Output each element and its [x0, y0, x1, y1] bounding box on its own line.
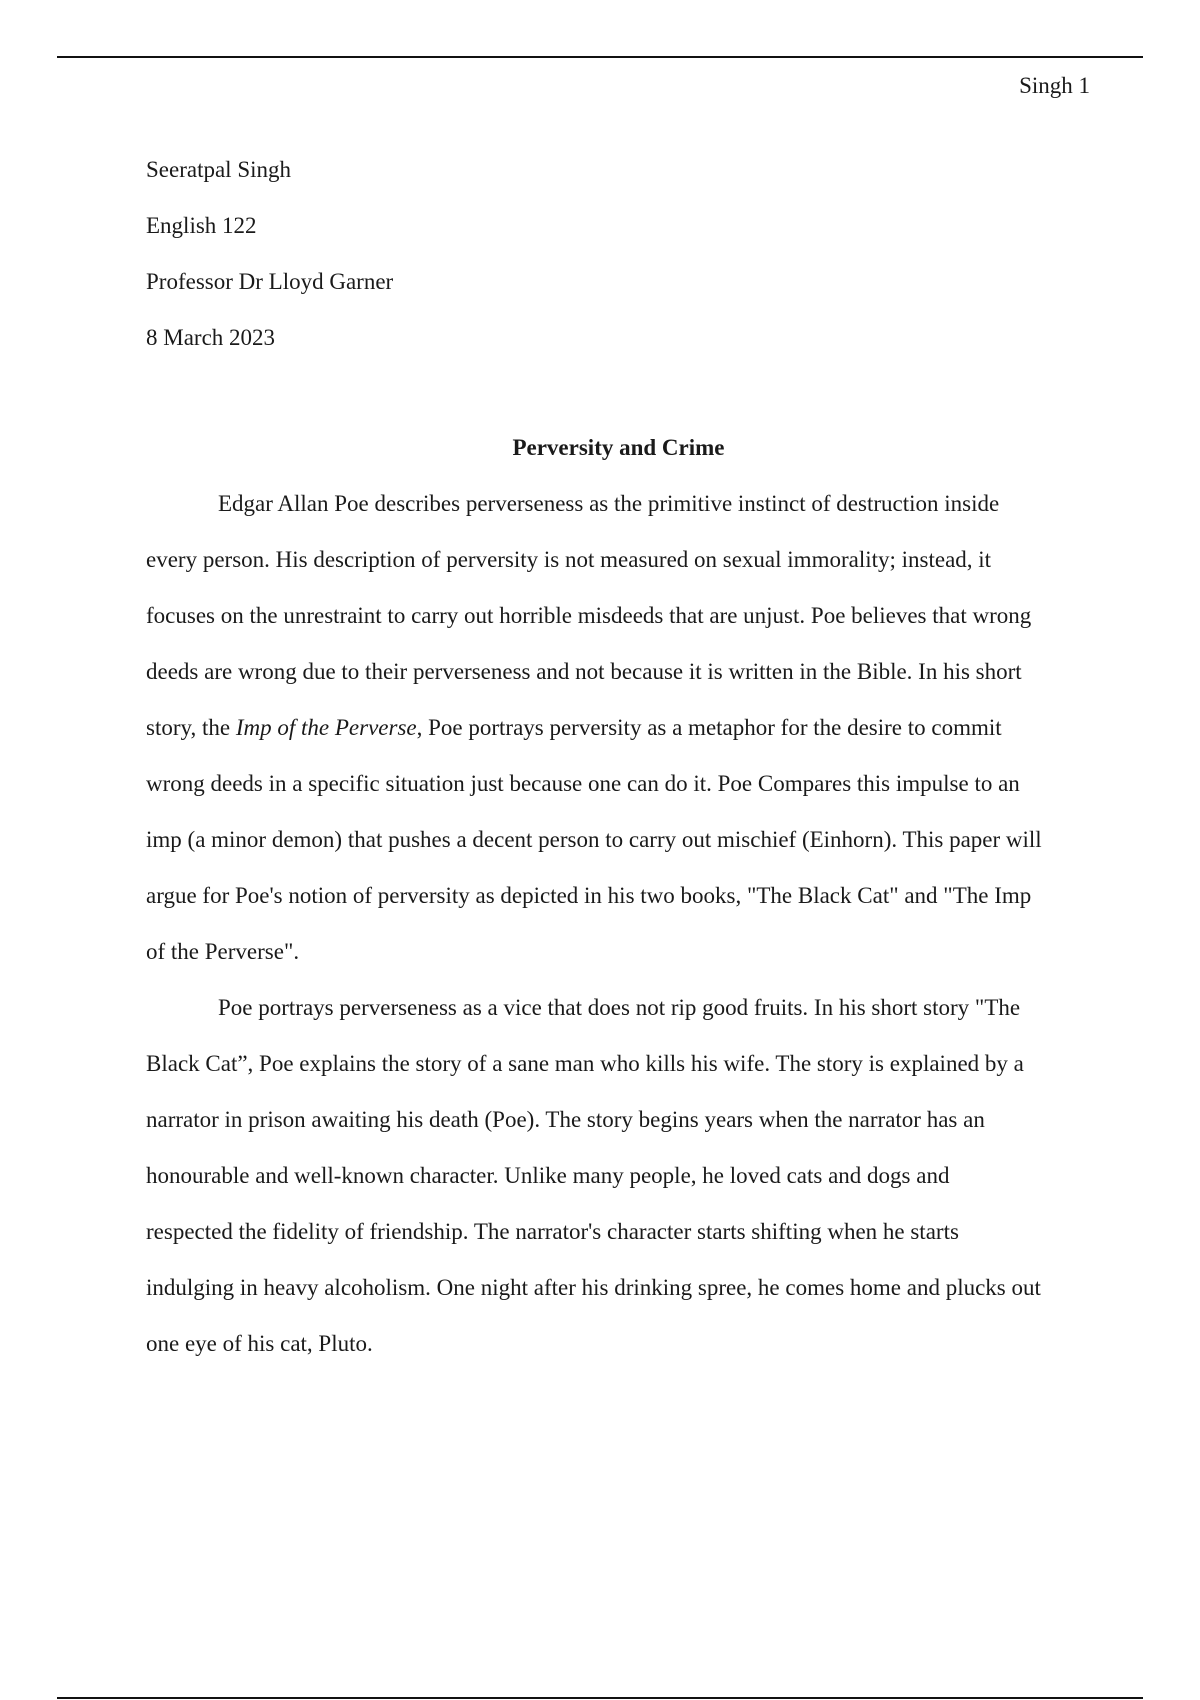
paragraph-1-line: focuses on the unrestraint to carry out horrible misdeeds that are unjust. Poe believes that wrong [146, 603, 1032, 628]
document-date: 8 March 2023 [146, 325, 276, 350]
paragraph-1-line: Edgar Allan Poe describes perverseness as the primitive instinct of destruction inside [218, 491, 1000, 516]
top-rule [57, 56, 1143, 58]
paragraph-1-line: every person. His description of perversity is not measured on sexual immorality; instead, it [146, 547, 992, 572]
paragraph-2-line: respected the fidelity of friendship. The narrator's character starts shifting when he starts [146, 1219, 959, 1244]
paragraph-1-line: deeds are wrong due to their perverseness and not because it is written in the Bible. In his short [146, 659, 1022, 684]
paragraph-2-line: Black Cat”, Poe explains the story of a sane man who kills his wife. The story is explained by a [146, 1051, 1024, 1076]
bottom-rule [57, 1697, 1143, 1699]
paragraph-2-line: honourable and well-known character. Unlike many people, he loved cats and dogs and [146, 1163, 950, 1188]
paragraph-1 [146, 476, 1091, 980]
italic-title: Imp of the Perverse [235, 715, 417, 740]
course-name: English 122 [146, 213, 257, 238]
instructor-name: Professor Dr Lloyd Garner [146, 269, 394, 294]
paragraph-1-line: imp (a minor demon) that pushes a decent person to carry out mischief (Einhorn). This paper will [146, 827, 1042, 852]
paragraph-1-line [146, 700, 1091, 756]
paragraph-2-line: narrator in prison awaiting his death (Poe). The story begins years when the narrator has an [146, 1107, 985, 1132]
paragraph-2 [146, 980, 1091, 1372]
running-head: Singh 1 [1019, 73, 1090, 98]
line-text: , Poe portrays perversity as a metaphor for the desire to commit [416, 715, 1002, 740]
paragraph-1-line: wrong deeds in a specific situation just because one can do it. Poe Compares this impulse to an [146, 771, 1020, 796]
paragraph-2-line: indulging in heavy alcoholism. One night after his drinking spree, he comes home and plucks out [146, 1275, 1041, 1300]
paragraph-1-line: of the Perverse". [146, 939, 300, 964]
essay-title: Perversity and Crime [512, 435, 725, 460]
document-page [146, 142, 1091, 1372]
paragraph-1-line: argue for Poe's notion of perversity as depicted in his two books, "The Black Cat" and "The Imp [146, 883, 1032, 908]
paragraph-2-line: Poe portrays perverseness as a vice that does not rip good fruits. In his short story "The [218, 995, 1021, 1020]
line-text: story, the [146, 715, 236, 740]
student-name: Seeratpal Singh [146, 157, 291, 182]
paragraph-2-line: one eye of his cat, Pluto. [146, 1331, 373, 1356]
